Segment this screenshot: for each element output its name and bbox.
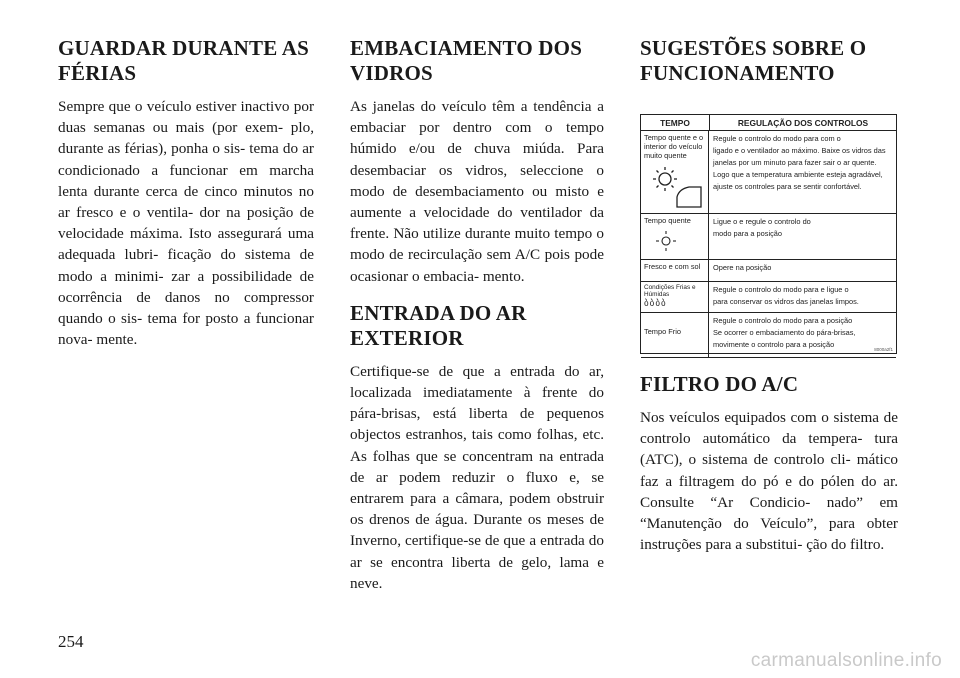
page-number: 254 bbox=[58, 632, 84, 651]
cell-line: Tempo quente bbox=[644, 216, 691, 225]
weather-cell bbox=[641, 214, 709, 259]
cell-line: Regule o controlo do modo para e ligue o bbox=[713, 285, 849, 294]
text-line: etc. As folhas que se concentram na bbox=[350, 426, 605, 465]
cell-line: interior do veículo bbox=[644, 142, 703, 151]
text-line: objectos estranhos, tais como folhas, bbox=[350, 426, 578, 444]
cell-line: janelas por um minuto para fazer sair o ar quente. bbox=[713, 158, 877, 167]
text-line: de gelo, lama e neve. bbox=[350, 553, 604, 592]
paragraph-defog bbox=[350, 96, 604, 287]
text-line: modo de desembaciamento ou misto e bbox=[350, 182, 604, 200]
cell-line: Fresco e com sol bbox=[644, 262, 701, 271]
cell-line: ligado e o ventilador ao máximo. Baixe os vidros das bbox=[713, 146, 886, 155]
heading-tips bbox=[640, 36, 898, 86]
header-weather: TEMPO bbox=[641, 115, 710, 130]
heading-line: SUGESTÕES SOBRE O bbox=[640, 36, 867, 60]
heading-line: FÉRIAS bbox=[58, 61, 137, 85]
table-header bbox=[641, 115, 896, 131]
cell-line: ajuste os controles para se sentir confortável. bbox=[713, 182, 862, 191]
text-line: Nos veículos equipados com o sistema bbox=[640, 409, 880, 426]
text-line: Sempre que o veículo estiver inactivo bbox=[58, 98, 290, 115]
text-line: dor na posição de velocidade máxima. bbox=[58, 204, 315, 243]
heading-line: EXTERIOR bbox=[350, 325, 464, 350]
cell-line: Condições Frias e Húmidas bbox=[644, 284, 696, 298]
text-line: mático faz a filtragem do pó e do bbox=[640, 451, 899, 490]
paragraph-storage bbox=[58, 96, 314, 350]
text-line: em marcha lenta durante cerca de bbox=[58, 161, 314, 200]
text-line: tempo o modo de recirculação sem bbox=[350, 225, 605, 264]
text-line: tema do ar condicionado a funcionar bbox=[58, 140, 314, 179]
heading-line: VIDROS bbox=[350, 61, 433, 85]
text-line: Isto assegurará uma adequada lubri- bbox=[58, 225, 315, 264]
table-row bbox=[641, 131, 896, 214]
table-row bbox=[641, 260, 896, 282]
cell-line: movimente o controlo para a posição bbox=[713, 340, 835, 349]
text-line: mente. bbox=[96, 331, 138, 349]
table-row bbox=[641, 282, 896, 313]
text-line: mento. bbox=[482, 267, 525, 285]
text-line: se entrarem para a câmara, podem bbox=[350, 468, 604, 508]
sun-icon bbox=[655, 230, 677, 252]
cell-line: Tempo quente e o bbox=[644, 133, 704, 142]
sun-car-icon bbox=[647, 165, 703, 209]
raindrops-icon: ბბბბ bbox=[644, 298, 667, 308]
text-line: As janelas do veículo têm a tendência bbox=[350, 98, 592, 115]
text-line: tura (ATC), o sistema de controlo cli- bbox=[640, 430, 899, 469]
text-line: Certifique-se de que a entrada do ar, bbox=[350, 362, 604, 380]
text-line: ficação do sistema de modo a minimi- bbox=[58, 246, 314, 285]
heading-defog bbox=[350, 36, 604, 86]
text-line: que a entrada do ar se encontra liberta bbox=[350, 532, 604, 571]
text-line: danos no compressor quando o sis- bbox=[58, 288, 314, 328]
cell-line: Tempo Frio bbox=[644, 327, 681, 336]
cell-line: modo para a posição bbox=[713, 229, 783, 238]
controls-cell bbox=[709, 282, 896, 312]
cell-line: para conservar os vidros das janelas limpos. bbox=[713, 297, 859, 306]
weather-cell bbox=[641, 131, 709, 213]
controls-cell bbox=[709, 214, 896, 259]
controls-cell bbox=[709, 131, 896, 213]
text-line: de controlo automático da tempera- bbox=[640, 409, 899, 448]
text-line: húmido e/ou de chuva miúda. Para bbox=[350, 140, 604, 158]
controls-cell bbox=[709, 260, 896, 281]
text-line: nado” em “Manutenção do Veículo”, bbox=[640, 493, 898, 533]
text-line: os meses de Inverno, certifique-se de bbox=[350, 511, 604, 550]
heading-line: FUNCIONAMENTO bbox=[640, 61, 835, 85]
cell-line: Logo que a temperatura ambiente esteja agradável, bbox=[713, 170, 883, 179]
paragraph-air-intake bbox=[350, 361, 604, 594]
text-line: ção do filtro. bbox=[806, 536, 885, 554]
heading-line: EMBACIAMENTO DOS bbox=[350, 36, 583, 60]
cell-line: Regule o controlo do modo para a posição bbox=[713, 316, 853, 325]
header-controls: REGULAÇÃO DOS CONTROLOS bbox=[737, 117, 869, 128]
text-line: cinco minutos no ar fresco e o ventila- bbox=[58, 182, 314, 222]
heading-line: GUARDAR DURANTE AS bbox=[58, 36, 309, 60]
heading-air-intake bbox=[350, 301, 604, 351]
cell-line: Ligue o e regule o controlo do bbox=[713, 217, 811, 226]
heading-storage bbox=[58, 36, 314, 86]
cell-line: muito quente bbox=[644, 151, 687, 160]
cell-line: Opere na posição bbox=[713, 263, 772, 272]
text-line: zar a possibilidade de ocorrência de bbox=[58, 267, 315, 306]
paragraph-ac-filter bbox=[640, 407, 898, 555]
heading-ac-filter: FILTRO DO A/C bbox=[640, 372, 799, 396]
text-line: pólen do ar. Consulte “Ar Condicio- bbox=[640, 472, 899, 511]
text-line: para obter instruções para a substitui- bbox=[640, 515, 898, 554]
cell-line: Se ocorrer o embaciamento do pára-brisas, bbox=[713, 328, 856, 337]
text-line: entrada de ar podem reduzir o fluxo e, bbox=[350, 447, 605, 486]
column-tips bbox=[640, 36, 898, 555]
column-defog bbox=[350, 36, 604, 594]
figure-code: 8000a2f1 bbox=[874, 347, 893, 352]
table-row bbox=[641, 214, 896, 260]
table-row bbox=[641, 313, 896, 358]
text-line: a embaciar por dentro com o tempo bbox=[350, 98, 605, 137]
text-line: desembaciar os vidros, seleccione o bbox=[350, 161, 604, 179]
text-line: aumente a velocidade do ventilador bbox=[350, 204, 582, 222]
heading-line: ENTRADA DO AR bbox=[350, 300, 527, 325]
text-line: A/C pois pode ocasionar o embacia- bbox=[350, 246, 604, 285]
watermark: carmanualsonline.info bbox=[750, 650, 942, 671]
text-line: tema for posto a funcionar nova- bbox=[58, 310, 314, 349]
weather-cell bbox=[641, 260, 709, 281]
cell-line: Regule o controlo do modo para com o bbox=[713, 134, 841, 143]
text-line: pára-brisas, está liberta de pequenos bbox=[350, 405, 604, 423]
controls-cell bbox=[709, 313, 896, 357]
text-line: plo, durante as férias), ponha o sis- bbox=[58, 119, 314, 158]
weather-cell bbox=[641, 282, 709, 312]
text-line: da frente. Não utilize durante muito bbox=[350, 204, 605, 243]
text-line: obstruir os drenos de água. Durante bbox=[350, 490, 604, 529]
text-line: por duas semanas ou mais (por exem- bbox=[58, 98, 315, 137]
operating-tips-table bbox=[640, 114, 897, 354]
weather-cell bbox=[641, 313, 709, 357]
column-storage bbox=[58, 36, 314, 350]
text-line: localizada imediatamente à frente do bbox=[350, 384, 604, 402]
